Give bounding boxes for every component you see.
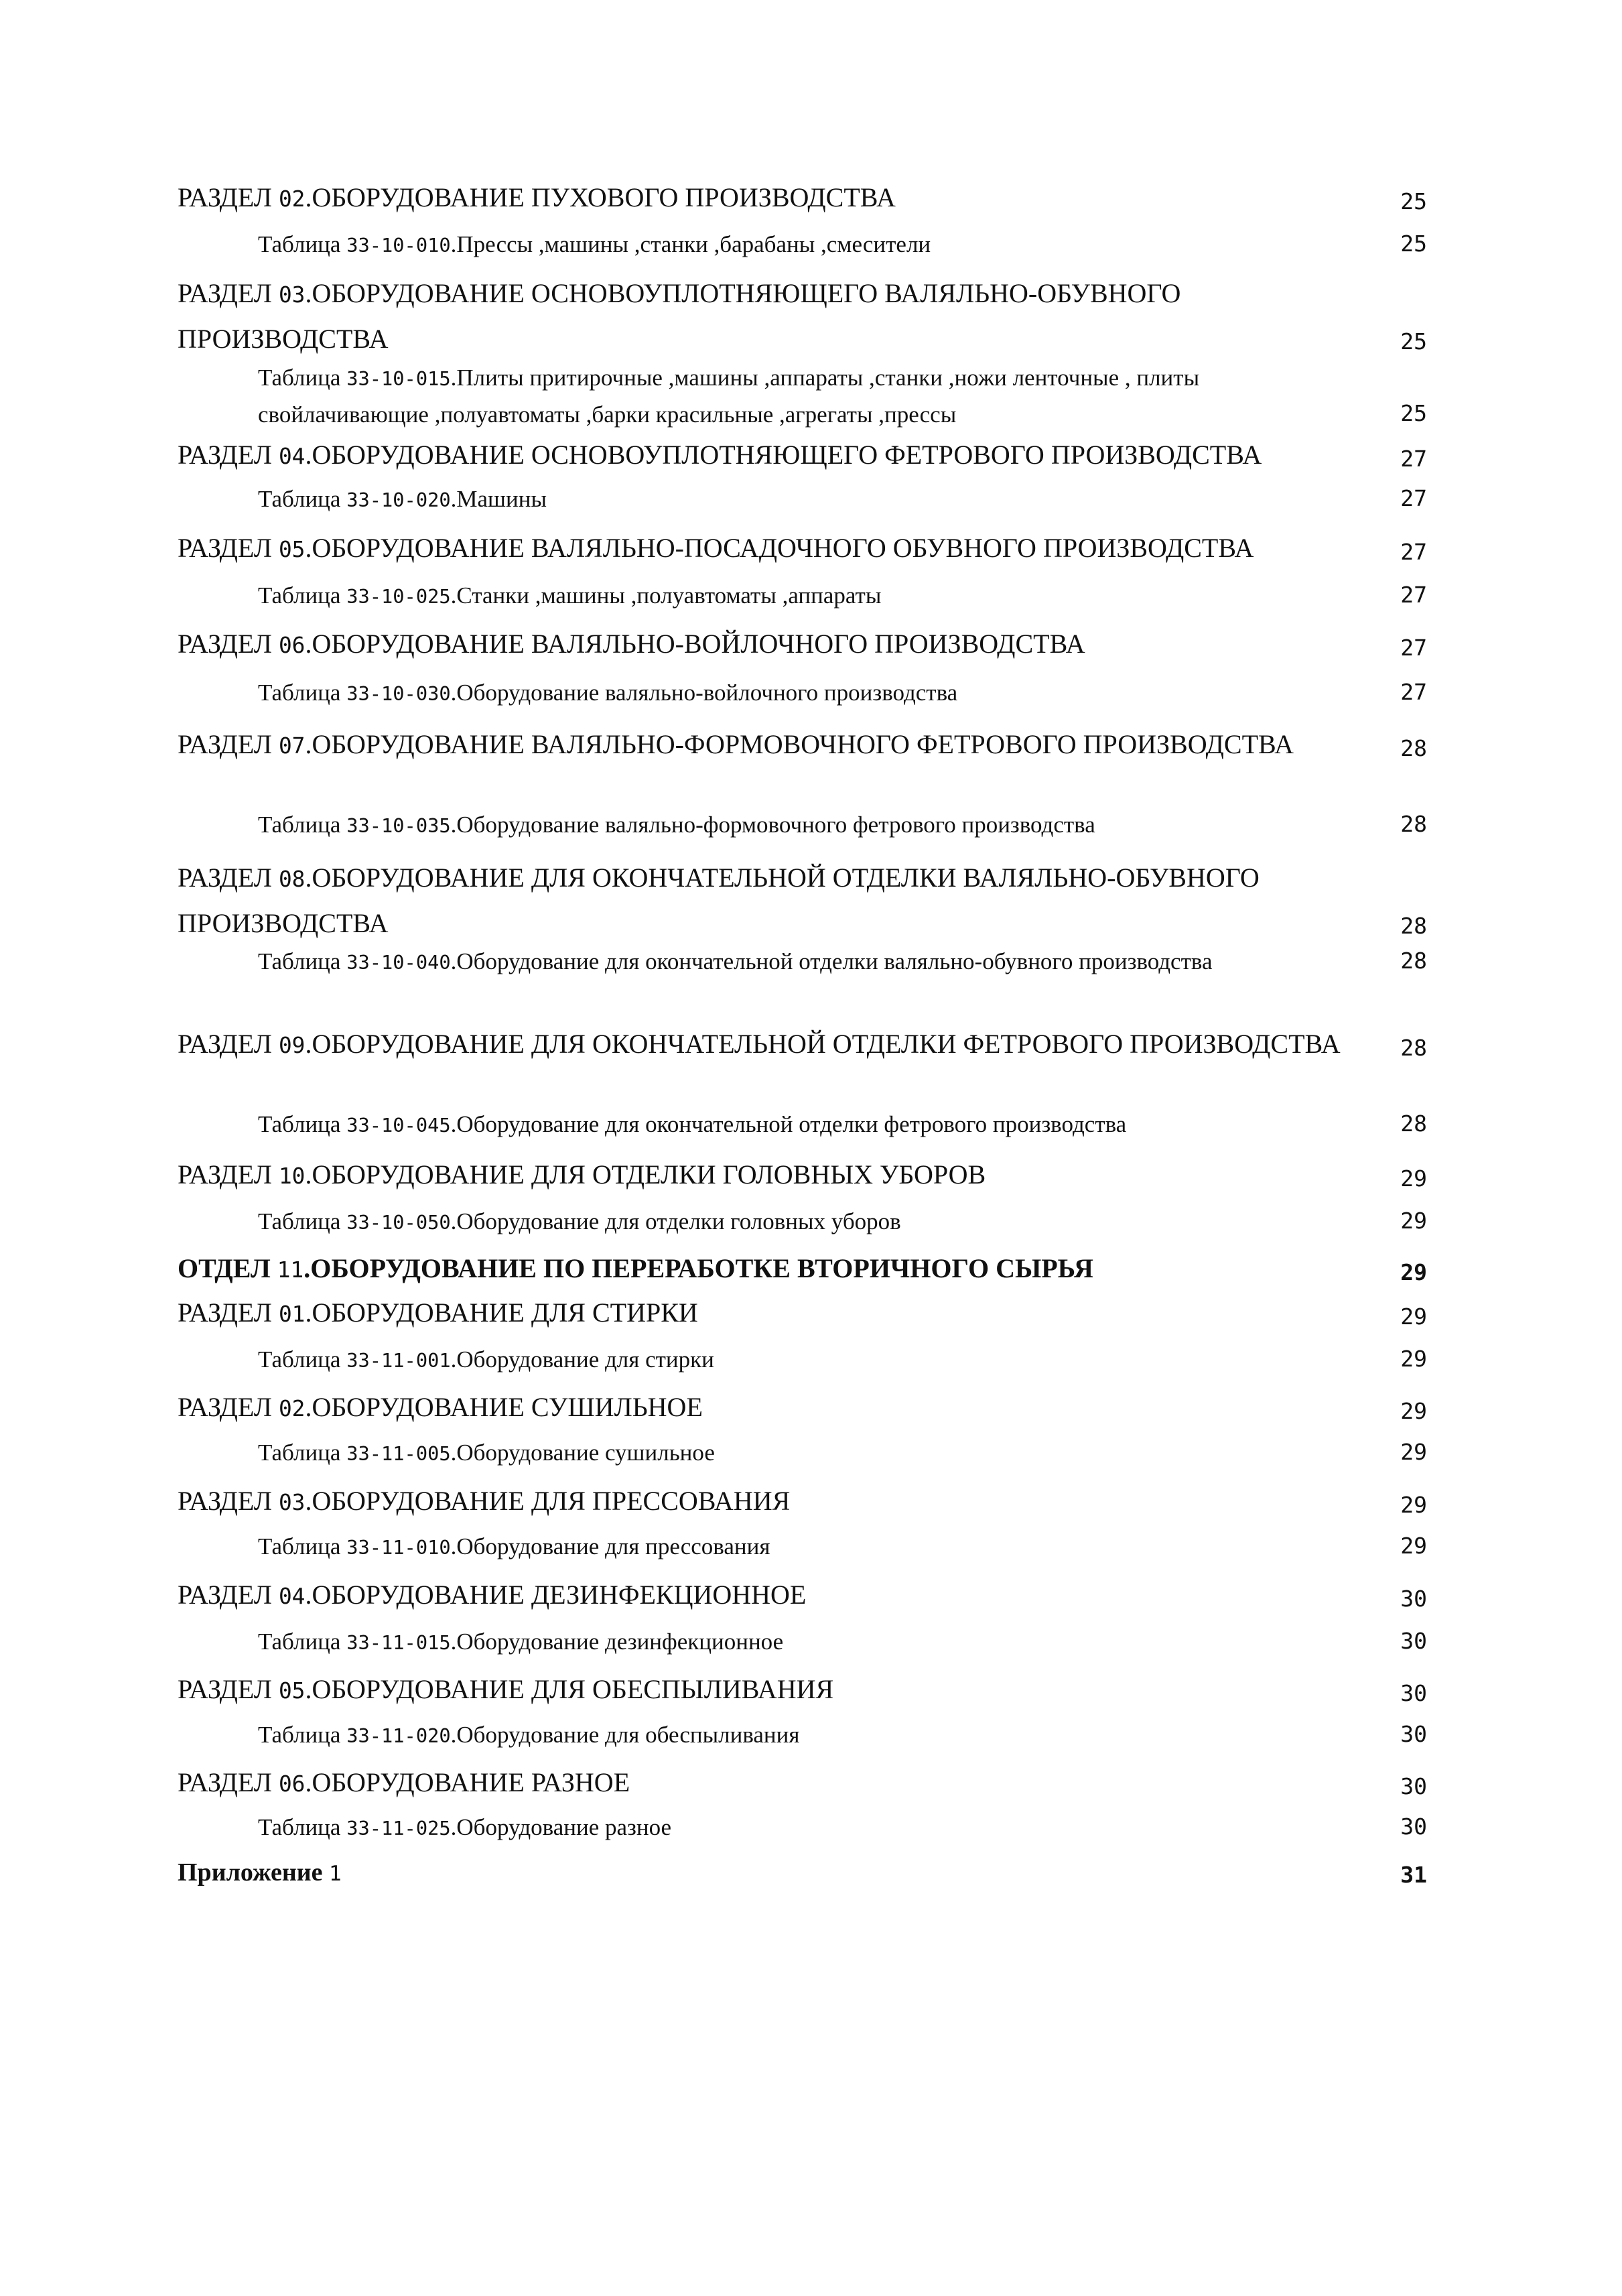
entry-page-number: 28 xyxy=(1400,948,1427,974)
toc-table-entry xyxy=(178,1529,1427,1566)
toc-section-entry xyxy=(178,622,1427,667)
entry-page-number: 25 xyxy=(1400,328,1427,355)
entry-page-number: 27 xyxy=(1400,582,1427,608)
entry-code: 07 xyxy=(278,733,306,759)
entry-code: 03 xyxy=(278,282,306,308)
entry-title: .Оборудование для окончательной отделки фетрового производства xyxy=(450,1111,1127,1137)
entry-prefix: Таблица xyxy=(258,948,341,974)
toc-table-entry xyxy=(178,807,1427,844)
entry-prefix: РАЗДЕЛ xyxy=(178,1159,272,1190)
entry-page-number: 25 xyxy=(1400,188,1427,214)
entry-code: 33-10-045 xyxy=(346,1114,451,1137)
entry-page-number: 25 xyxy=(1400,231,1427,257)
entry-code: 33-10-035 xyxy=(346,814,451,837)
toc-section-entry xyxy=(178,856,1427,946)
entry-title: .ОБОРУДОВАНИЕ ДЛЯ ОКОНЧАТЕЛЬНОЙ ОТДЕЛКИ ВАЛЯЛЬНО-ОБУВНОГО ПРОИЗВОДСТВА xyxy=(178,863,1260,938)
entry-prefix: Таблица xyxy=(258,486,341,512)
entry-page-number: 27 xyxy=(1400,679,1427,705)
entry-title: .Оборудование для прессования xyxy=(450,1533,770,1559)
entry-title: .ОБОРУДОВАНИЕ СУШИЛЬНОЕ xyxy=(305,1392,703,1422)
entry-prefix: ОТДЕЛ xyxy=(178,1253,271,1283)
toc-section-entry xyxy=(178,1761,1427,1806)
entry-title: .ОБОРУДОВАНИЕ ДЛЯ ОБЕСПЫЛИВАНИЯ xyxy=(305,1674,834,1704)
entry-code: 03 xyxy=(278,1490,306,1515)
entry-prefix: РАЗДЕЛ xyxy=(178,729,272,759)
entry-title: .Оборудование для стирки xyxy=(450,1346,714,1373)
toc-table-entry xyxy=(178,1435,1427,1472)
toc-department-entry xyxy=(178,1247,1427,1292)
entry-prefix: Таблица xyxy=(258,1208,341,1234)
entry-title: .ОБОРУДОВАНИЕ ПО ПЕРЕРАБОТКЕ ВТОРИЧНОГО СЫРЬЯ xyxy=(303,1253,1093,1283)
toc-table-entry xyxy=(178,1106,1427,1143)
entry-prefix: РАЗДЕЛ xyxy=(178,533,272,563)
entry-title: .Оборудование валяльно-войлочного производства xyxy=(450,680,958,706)
entry-code: 33-10-040 xyxy=(346,951,451,974)
toc-section-entry xyxy=(178,526,1427,572)
entry-title: .Оборудование для обеспыливания xyxy=(450,1722,800,1748)
toc-table-entry xyxy=(178,1809,1427,1846)
entry-prefix: РАЗДЕЛ xyxy=(178,182,272,212)
entry-title: .ОБОРУДОВАНИЕ ДЕЗИНФЕКЦИОННОЕ xyxy=(305,1580,807,1610)
entry-code: 33-11-025 xyxy=(346,1817,451,1840)
entry-code: 33-11-020 xyxy=(346,1724,451,1747)
entry-prefix: Таблица xyxy=(258,582,341,609)
entry-title: .ОБОРУДОВАНИЕ ВАЛЯЛЬНО-ФОРМОВОЧНОГО ФЕТРОВОГО ПРОИЗВОДСТВА xyxy=(305,729,1294,759)
entry-code: 33-10-025 xyxy=(346,585,451,608)
entry-prefix: РАЗДЕЛ xyxy=(178,1767,272,1797)
entry-prefix: РАЗДЕЛ xyxy=(178,1580,272,1610)
entry-page-number: 29 xyxy=(1400,1492,1427,1518)
entry-page-number: 29 xyxy=(1400,1346,1427,1372)
entry-title: .Станки ,машины ,полуавтоматы ,аппараты xyxy=(450,582,882,609)
entry-code: 10 xyxy=(278,1163,306,1189)
entry-prefix: Таблица xyxy=(258,1814,341,1840)
entry-code: 33-10-020 xyxy=(346,489,451,511)
entry-title: .Оборудование валяльно-формовочного фетрового производства xyxy=(450,812,1095,838)
entry-prefix: Таблица xyxy=(258,1533,341,1559)
entry-page-number: 28 xyxy=(1400,1110,1427,1137)
entry-prefix: РАЗДЕЛ xyxy=(178,1297,272,1328)
entry-page-number: 29 xyxy=(1400,1165,1427,1192)
entry-page-number: 30 xyxy=(1400,1628,1427,1654)
toc-table-entry xyxy=(178,1624,1427,1661)
entry-title: .Оборудование разное xyxy=(450,1814,672,1840)
toc-table-entry xyxy=(178,1342,1427,1379)
entry-prefix: РАЗДЕЛ xyxy=(178,1674,272,1704)
toc-section-entry xyxy=(178,1667,1427,1713)
entry-code: 05 xyxy=(278,537,306,562)
entry-prefix: РАЗДЕЛ xyxy=(178,863,272,893)
entry-page-number: 29 xyxy=(1400,1533,1427,1559)
toc-section-entry xyxy=(178,722,1427,768)
entry-prefix: РАЗДЕЛ xyxy=(178,278,272,308)
entry-code: 04 xyxy=(278,1584,306,1609)
entry-title: .Оборудование для окончательной отделки валяльно-обувного производства xyxy=(450,948,1213,974)
entry-code: 33-10-015 xyxy=(346,367,451,390)
toc-table-entry xyxy=(178,481,1427,518)
entry-title: .ОБОРУДОВАНИЕ ДЛЯ ОКОНЧАТЕЛЬНОЙ ОТДЕЛКИ ФЕТРОВОГО ПРОИЗВОДСТВА xyxy=(305,1029,1341,1059)
toc-section-entry xyxy=(178,1385,1427,1431)
toc-table-entry xyxy=(178,944,1427,980)
entry-code: 33-10-030 xyxy=(346,682,451,705)
toc-table-entry xyxy=(178,1717,1427,1754)
entry-prefix: Таблица xyxy=(258,812,341,838)
entry-title: .ОБОРУДОВАНИЕ ВАЛЯЛЬНО-ВОЙЛОЧНОГО ПРОИЗВОДСТВА xyxy=(305,629,1085,659)
entry-page-number: 30 xyxy=(1400,1813,1427,1840)
entry-page-number: 27 xyxy=(1400,635,1427,661)
entry-page-number: 30 xyxy=(1400,1680,1427,1706)
entry-title: .ОБОРУДОВАНИЕ ОСНОВОУПЛОТНЯЮЩЕГО ФЕТРОВОГО ПРОИЗВОДСТВА xyxy=(305,440,1262,470)
entry-code: 04 xyxy=(278,444,306,469)
entry-code: 02 xyxy=(278,186,306,212)
entry-prefix: Приложение xyxy=(178,1858,323,1887)
entry-title: .ОБОРУДОВАНИЕ ОСНОВОУПЛОТНЯЮЩЕГО ВАЛЯЛЬНО-ОБУВНОГО ПРОИЗВОДСТВА xyxy=(178,278,1181,354)
entry-title: .Оборудование для отделки головных уборов xyxy=(450,1208,901,1234)
entry-page-number: 27 xyxy=(1400,539,1427,565)
entry-code: 33-11-001 xyxy=(346,1349,451,1372)
entry-page-number: 27 xyxy=(1400,446,1427,472)
entry-code: 33-10-010 xyxy=(346,234,451,257)
entry-title: .ОБОРУДОВАНИЕ ДЛЯ ПРЕССОВАНИЯ xyxy=(305,1486,791,1516)
entry-code: 06 xyxy=(278,1771,306,1797)
entry-code: 1 xyxy=(329,1862,342,1886)
toc-table-entry xyxy=(178,360,1427,433)
entry-title: .Оборудование дезинфекционное xyxy=(450,1629,784,1655)
entry-code: 01 xyxy=(278,1301,306,1327)
toc-section-entry xyxy=(178,1022,1427,1068)
entry-page-number: 27 xyxy=(1400,485,1427,511)
entry-title: .ОБОРУДОВАНИЕ ПУХОВОГО ПРОИЗВОДСТВА xyxy=(305,182,896,212)
entry-page-number: 28 xyxy=(1400,811,1427,837)
entry-prefix: Таблица xyxy=(258,1629,341,1655)
entry-code: 33-10-050 xyxy=(346,1211,451,1234)
entry-title: .Прессы ,машины ,станки ,барабаны ,смесители xyxy=(450,231,931,257)
entry-title: .ОБОРУДОВАНИЕ ВАЛЯЛЬНО-ПОСАДОЧНОГО ОБУВНОГО ПРОИЗВОДСТВА xyxy=(305,533,1254,563)
entry-page-number: 30 xyxy=(1400,1586,1427,1612)
entry-page-number: 28 xyxy=(1400,1035,1427,1061)
entry-prefix: Таблица xyxy=(258,1111,341,1137)
entry-page-number: 28 xyxy=(1400,913,1427,939)
toc-section-entry xyxy=(178,1153,1427,1198)
entry-code: 33-11-005 xyxy=(346,1442,451,1465)
entry-page-number: 29 xyxy=(1400,1208,1427,1234)
toc-table-entry xyxy=(178,1204,1427,1240)
entry-page-number: 29 xyxy=(1400,1398,1427,1424)
entry-prefix: РАЗДЕЛ xyxy=(178,1392,272,1422)
entry-page-number: 25 xyxy=(1400,400,1427,426)
toc-section-entry xyxy=(178,1479,1427,1525)
entry-title: .Машины xyxy=(450,486,547,512)
entry-code: 05 xyxy=(278,1678,306,1704)
toc-table-entry xyxy=(178,227,1427,263)
entry-title: .Оборудование сушильное xyxy=(450,1440,715,1466)
toc-section-entry xyxy=(178,1291,1427,1336)
entry-page-number: 29 xyxy=(1400,1303,1427,1330)
entry-page-number: 30 xyxy=(1400,1721,1427,1747)
entry-prefix: Таблица xyxy=(258,1440,341,1466)
entry-title: .ОБОРУДОВАНИЕ ДЛЯ ОТДЕЛКИ ГОЛОВНЫХ УБОРОВ xyxy=(305,1159,986,1190)
entry-title: .ОБОРУДОВАНИЕ РАЗНОЕ xyxy=(305,1767,630,1797)
entry-code: 33-11-015 xyxy=(346,1631,451,1654)
entry-code: 08 xyxy=(278,867,306,892)
entry-prefix: Таблица xyxy=(258,365,341,391)
entry-prefix: Таблица xyxy=(258,231,341,257)
entry-code: 02 xyxy=(278,1396,306,1421)
entry-prefix: Таблица xyxy=(258,1346,341,1373)
entry-page-number: 31 xyxy=(1400,1862,1427,1888)
entry-code: 11 xyxy=(277,1257,304,1283)
entry-prefix: РАЗДЕЛ xyxy=(178,440,272,470)
toc-appendix-entry xyxy=(178,1852,1427,1895)
entry-page-number: 28 xyxy=(1400,735,1427,761)
toc-table-entry xyxy=(178,675,1427,712)
entry-prefix: Таблица xyxy=(258,1722,341,1748)
entry-prefix: Таблица xyxy=(258,680,341,706)
entry-page-number: 30 xyxy=(1400,1773,1427,1799)
entry-code: 06 xyxy=(278,633,306,658)
entry-prefix: РАЗДЕЛ xyxy=(178,1029,272,1059)
entry-title: .ОБОРУДОВАНИЕ ДЛЯ СТИРКИ xyxy=(305,1297,698,1328)
entry-code: 09 xyxy=(278,1033,306,1058)
toc-section-entry xyxy=(178,433,1427,479)
toc-section-entry xyxy=(178,271,1427,361)
toc-section-entry xyxy=(178,1573,1427,1618)
entry-prefix: РАЗДЕЛ xyxy=(178,1486,272,1516)
toc-table-entry xyxy=(178,578,1427,615)
entry-page-number: 29 xyxy=(1400,1439,1427,1465)
entry-prefix: РАЗДЕЛ xyxy=(178,629,272,659)
toc-section-entry xyxy=(178,176,1427,221)
entry-code: 33-11-010 xyxy=(346,1536,451,1559)
entry-page-number: 29 xyxy=(1400,1259,1427,1285)
entry-title: .Плиты притирочные ,машины ,аппараты ,станки ,ножи ленточные , плиты свойлачивающие ,полуавтоматы ,барки красильные ,агрегаты ,прессы xyxy=(258,365,1200,428)
